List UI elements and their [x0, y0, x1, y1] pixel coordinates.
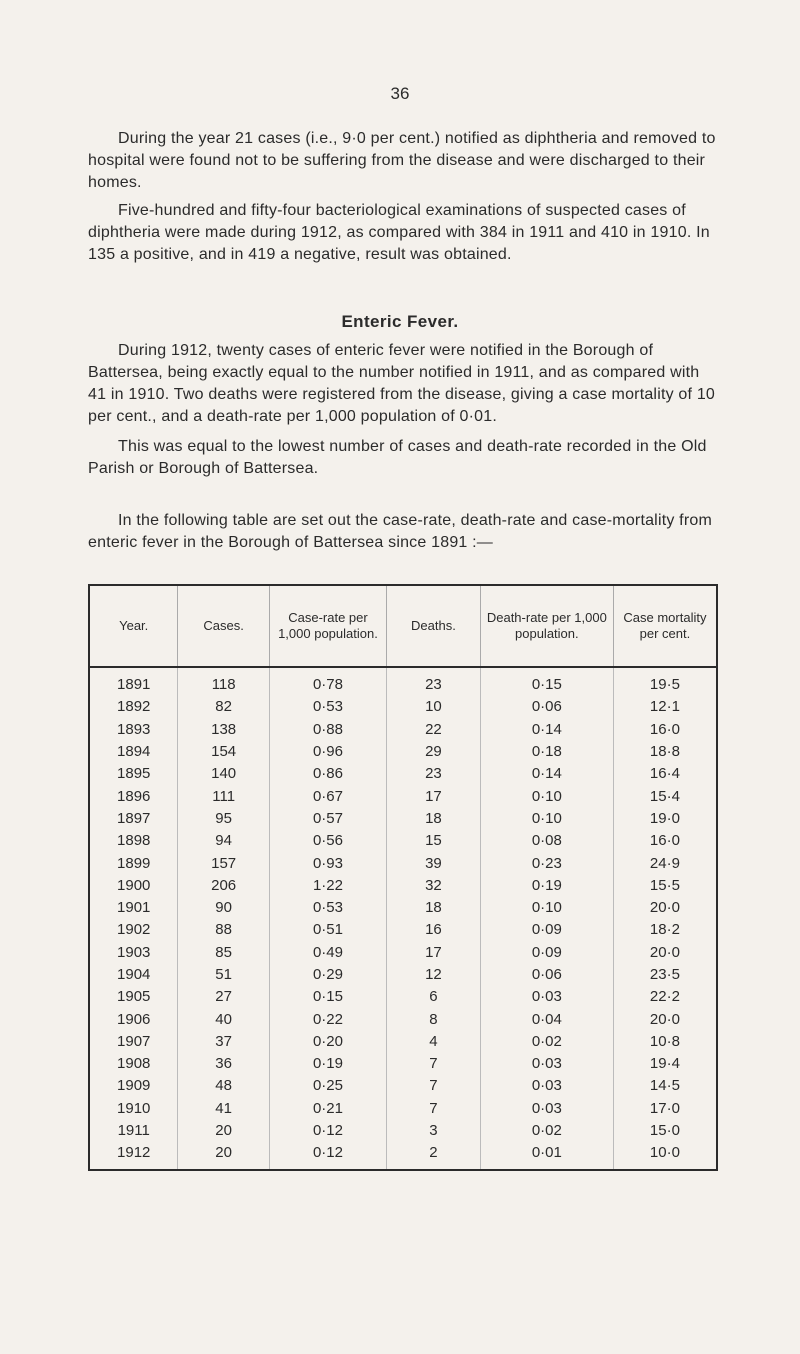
table-row: [89, 942, 717, 964]
cell-year: 1892: [117, 698, 151, 716]
table-row: [89, 741, 717, 763]
table-row: [89, 875, 717, 897]
paragraph-enteric-notifications: [88, 340, 718, 428]
cell-cases: 40: [178, 1008, 269, 1030]
table-row: [89, 808, 717, 830]
paragraph-lowest-number: [88, 436, 718, 480]
cell-deaths: 23: [387, 763, 481, 785]
cell-cases: 36: [178, 1053, 269, 1075]
cell-cases: 20: [178, 1120, 269, 1142]
table-row: [89, 719, 717, 741]
cell-case-rate: 0·53: [269, 696, 386, 718]
cell-year: 1898: [117, 832, 151, 850]
cell-mortality: 10·0: [613, 1142, 717, 1169]
cell-year: 1909: [117, 1077, 151, 1095]
cell-year: 1895: [117, 765, 151, 783]
cell-deaths: 6: [387, 986, 481, 1008]
cell-deaths: 3: [387, 1120, 481, 1142]
cell-year: 1894: [117, 743, 151, 761]
paragraph-text: Five-hundred and fifty-four bacteriological examinations of suspected cases of diphtheria were made during 1912, as compared with 384 in 1911 and 410 in 1910. In 135 a positive, and in 419 a negative, result was obtained.: [88, 202, 710, 263]
cell-death-rate: 0·03: [480, 986, 613, 1008]
table-row: [89, 1031, 717, 1053]
section-heading: Enteric Fever.: [341, 312, 459, 331]
table-row: [89, 919, 717, 941]
cell-case-rate: 0·96: [269, 741, 386, 763]
cell-year: 1904: [117, 966, 151, 983]
cell-cases: 118: [178, 667, 269, 696]
cell-case-rate: 1·22: [269, 875, 386, 897]
cell-death-rate: 0·03: [480, 1075, 613, 1097]
cell-death-rate: 0·06: [480, 964, 613, 986]
header-case-rate: Case-rate per 1,000 population.: [269, 585, 386, 667]
table-row: [89, 1098, 717, 1120]
cell-deaths: 12: [387, 964, 481, 986]
cell-cases: 138: [178, 719, 269, 741]
cell-cases: 157: [178, 852, 269, 874]
cell-year: 1903: [117, 943, 151, 961]
cell-mortality: 15·5: [613, 875, 717, 897]
cell-death-rate: 0·02: [480, 1031, 613, 1053]
cell-death-rate: 0·09: [480, 919, 613, 941]
paragraph-text: During 1912, twenty cases of enteric fever were notified in the Borough of Battersea, being exactly equal to the number notified in 1911, and as compared with 41 in 1910. Two deaths were registered from the disease, giving a case mortality of 10 per cent., and a death-rate per 1,000 population of 0·01.: [88, 342, 716, 425]
cell-case-rate: 0·12: [269, 1120, 386, 1142]
cell-year: 1912: [117, 1144, 151, 1162]
cell-death-rate: 0·10: [480, 808, 613, 830]
cell-death-rate: 0·10: [480, 785, 613, 807]
cell-deaths: 18: [387, 808, 481, 830]
table-row: [89, 986, 717, 1008]
table-row: [89, 1120, 717, 1142]
cell-year: 1897: [117, 809, 151, 827]
cell-death-rate: 0·04: [480, 1008, 613, 1030]
cell-death-rate: 0·14: [480, 719, 613, 741]
paragraph-bacteriological-examinations: [88, 200, 718, 266]
table-row: [89, 964, 717, 986]
cell-year: 1908: [117, 1055, 151, 1073]
cell-case-rate: 0·57: [269, 808, 386, 830]
table-row: [89, 763, 717, 785]
cell-death-rate: 0·03: [480, 1053, 613, 1075]
header-cases: Cases.: [178, 585, 269, 667]
table-row: [89, 1053, 717, 1075]
cell-mortality: 16·0: [613, 719, 717, 741]
cell-deaths: 17: [387, 942, 481, 964]
cell-deaths: 2: [387, 1142, 481, 1169]
table-body: [89, 667, 717, 1170]
cell-death-rate: 0·23: [480, 852, 613, 874]
cell-cases: 88: [178, 919, 269, 941]
cell-deaths: 7: [387, 1098, 481, 1120]
cell-mortality: 22·2: [613, 986, 717, 1008]
cell-deaths: 8: [387, 1008, 481, 1030]
cell-deaths: 7: [387, 1053, 481, 1075]
cell-mortality: 23·5: [613, 964, 717, 986]
cell-cases: 27: [178, 986, 269, 1008]
cell-cases: 154: [178, 741, 269, 763]
paragraph-text: This was equal to the lowest number of cases and death-rate recorded in the Old Parish or Borough of Battersea.: [88, 438, 707, 477]
cell-year: 1901: [117, 899, 151, 917]
cell-year: 1902: [117, 921, 151, 939]
cell-case-rate: 0·20: [269, 1031, 386, 1053]
cell-case-rate: 0·88: [269, 719, 386, 741]
cell-case-rate: 0·21: [269, 1098, 386, 1120]
cell-deaths: 39: [387, 852, 481, 874]
cell-cases: 48: [178, 1075, 269, 1097]
table-header-row: [89, 585, 717, 667]
cell-cases: 85: [178, 942, 269, 964]
cell-death-rate: 0·02: [480, 1120, 613, 1142]
cell-cases: 111: [178, 785, 269, 807]
cell-mortality: 19·5: [613, 667, 717, 696]
cell-year: 1910: [117, 1099, 151, 1117]
cell-mortality: 17·0: [613, 1098, 717, 1120]
cell-mortality: 18·8: [613, 741, 717, 763]
paragraph-table-intro: [88, 510, 718, 554]
cell-case-rate: 0·15: [269, 986, 386, 1008]
cell-year: 1900: [117, 876, 151, 894]
cell-mortality: 20·0: [613, 942, 717, 964]
cell-deaths: 18: [387, 897, 481, 919]
table-row: [89, 696, 717, 718]
cell-year: 1905: [117, 988, 151, 1006]
cell-deaths: 17: [387, 785, 481, 807]
cell-mortality: 19·0: [613, 808, 717, 830]
cell-cases: 94: [178, 830, 269, 852]
cell-year: 1899: [117, 854, 151, 872]
cell-case-rate: 0·22: [269, 1008, 386, 1030]
cell-cases: 37: [178, 1031, 269, 1053]
cell-case-rate: 0·19: [269, 1053, 386, 1075]
cell-death-rate: 0·19: [480, 875, 613, 897]
cell-deaths: 7: [387, 1075, 481, 1097]
table-row: [89, 667, 717, 696]
cell-year: 1907: [117, 1032, 151, 1050]
cell-mortality: 10·8: [613, 1031, 717, 1053]
cell-cases: 41: [178, 1098, 269, 1120]
cell-death-rate: 0·03: [480, 1098, 613, 1120]
cell-year: 1896: [117, 787, 151, 805]
cell-case-rate: 0·49: [269, 942, 386, 964]
cell-deaths: 4: [387, 1031, 481, 1053]
cell-mortality: 16·4: [613, 763, 717, 785]
cell-deaths: 32: [387, 875, 481, 897]
cell-cases: 95: [178, 808, 269, 830]
cell-deaths: 15: [387, 830, 481, 852]
cell-mortality: 20·0: [613, 1008, 717, 1030]
enteric-fever-table: [88, 584, 718, 1171]
cell-year: 1911: [117, 1122, 150, 1140]
page-number: 36: [390, 84, 410, 103]
table-row: [89, 1008, 717, 1030]
cell-case-rate: 0·78: [269, 667, 386, 696]
cell-death-rate: 0·09: [480, 942, 613, 964]
cell-cases: 90: [178, 897, 269, 919]
cell-case-rate: 0·86: [269, 763, 386, 785]
cell-death-rate: 0·06: [480, 696, 613, 718]
cell-year: 1891: [117, 676, 151, 694]
table-row: [89, 785, 717, 807]
header-deaths: Deaths.: [387, 585, 481, 667]
cell-deaths: 10: [387, 696, 481, 718]
paragraph-text: During the year 21 cases (i.e., 9·0 per cent.) notified as diphtheria and removed to hospital were found not to be suffering from the disease and were discharged to their homes.: [88, 130, 716, 191]
cell-deaths: 23: [387, 667, 481, 696]
header-mortality: Case mortality per cent.: [613, 585, 717, 667]
cell-death-rate: 0·08: [480, 830, 613, 852]
cell-cases: 20: [178, 1142, 269, 1169]
cell-case-rate: 0·12: [269, 1142, 386, 1169]
cell-mortality: 24·9: [613, 852, 717, 874]
cell-mortality: 15·0: [613, 1120, 717, 1142]
cell-cases: 82: [178, 696, 269, 718]
paragraph-text: In the following table are set out the case-rate, death-rate and case-mortality from enteric fever in the Borough of Battersea since 1891 :—: [88, 512, 712, 551]
cell-deaths: 29: [387, 741, 481, 763]
cell-mortality: 14·5: [613, 1075, 717, 1097]
table-row: [89, 1075, 717, 1097]
cell-case-rate: 0·51: [269, 919, 386, 941]
cell-case-rate: 0·25: [269, 1075, 386, 1097]
cell-case-rate: 0·56: [269, 830, 386, 852]
cell-mortality: 18·2: [613, 919, 717, 941]
table-row: [89, 897, 717, 919]
cell-year: 1893: [117, 720, 151, 738]
header-death-rate: Death-rate per 1,000 population.: [480, 585, 613, 667]
cell-cases: 140: [178, 763, 269, 785]
cell-death-rate: 0·14: [480, 763, 613, 785]
table-row: [89, 852, 717, 874]
cell-year: 1906: [117, 1010, 151, 1028]
cell-death-rate: 0·10: [480, 897, 613, 919]
cell-mortality: 12·1: [613, 696, 717, 718]
cell-deaths: 22: [387, 719, 481, 741]
cell-mortality: 19·4: [613, 1053, 717, 1075]
cell-mortality: 20·0: [613, 897, 717, 919]
cell-deaths: 16: [387, 919, 481, 941]
cell-case-rate: 0·53: [269, 897, 386, 919]
cell-mortality: 16·0: [613, 830, 717, 852]
cell-death-rate: 0·01: [480, 1142, 613, 1169]
cell-mortality: 15·4: [613, 785, 717, 807]
cell-case-rate: 0·93: [269, 852, 386, 874]
cell-case-rate: 0·29: [269, 964, 386, 986]
cell-death-rate: 0·18: [480, 741, 613, 763]
table-row: [89, 830, 717, 852]
cell-death-rate: 0·15: [480, 667, 613, 696]
cell-cases: 206: [178, 875, 269, 897]
header-year: Year.: [89, 585, 178, 667]
table-row: [89, 1142, 717, 1169]
paragraph-diphtheria-discharged: [88, 128, 718, 194]
cell-case-rate: 0·67: [269, 785, 386, 807]
cell-cases: 51: [178, 964, 269, 986]
